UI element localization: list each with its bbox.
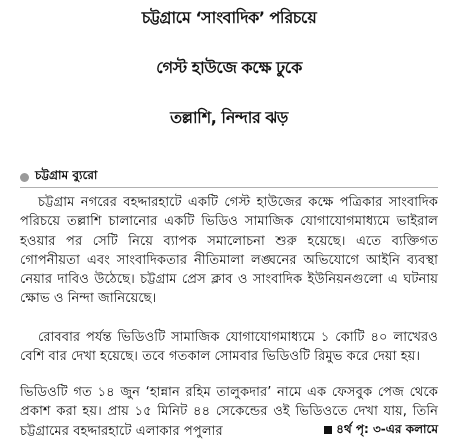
divider — [20, 187, 438, 188]
body-paragraph-1: চট্টগ্রাম নগরের বহদ্দারহাটে একটি গেস্ট হাউজের কক্ষে পত্রিকার সাংবাদিক পরিচয়ে তল্লাশি চালানোর একটি ভিডিও সামাজিক যোগাযোগমাধ্যমে ভাইরাল হওয়ার পর সেটি নিয়ে ব্যাপক সমালোচনা শুরু হয়েছে। এতে ব্যক্তিগত গোপনীয়তা এবং সাংবাদিকতার নীতিমালা লঙ্ঘনের অভিযোগে আইনি ব্যবস্থা নেয়ার দাবিও উঠেছে। চট্টগ্রাম প্রেস ক্লাব ও সাংবাদিক ইউনিয়নগুলো এ ঘটনায় ক্ষোভ ও নিন্দা জানিয়েছে। — [20, 195, 438, 307]
body-paragraph-2: রোববার পর্যন্ত ভিডিওটি সামাজিক যোগাযোগমাধ্যমে ১ কোটি ৪০ লাখেরও বেশি বার দেখা হয়েছে। তবে গতকাল সোমবার ভিডিওটি রিমুভ করে দেয়া হয়। — [20, 330, 438, 365]
byline-text: চট্টগ্রাম ব্যুরো — [35, 168, 98, 182]
square-marker-icon — [324, 426, 332, 434]
headline-line-2: গেস্ট হাউজে কক্ষে ঢুকে — [156, 58, 302, 77]
body-paragraph-3: ভিডিওটি গত ১৪ জুন ‘হান্নান রহিম তালুকদার’ নামে এক ফেসবুক পেজ থেকে প্রকাশ করা হয়। প্রায় ১৫ মিনিট ৪৪ সেকেন্ডের ওই ভিডিওতে দেখা যায়, তিনি চট্টগ্রামের বহদ্দারহাটে এলাকার পপুলার — [20, 385, 438, 439]
continuation-note — [318, 421, 438, 441]
continuation-text: ৪র্থ পৃ: ৩-এর কলামে — [336, 422, 438, 436]
bullet-icon — [20, 173, 29, 182]
byline — [20, 169, 97, 185]
headline-line-3: তল্লাশি, নিন্দার ঝড় — [170, 108, 288, 127]
headline-line-1: চট্টগ্রামে ‘সাংবাদিক’ পরিচয়ে — [141, 8, 317, 27]
